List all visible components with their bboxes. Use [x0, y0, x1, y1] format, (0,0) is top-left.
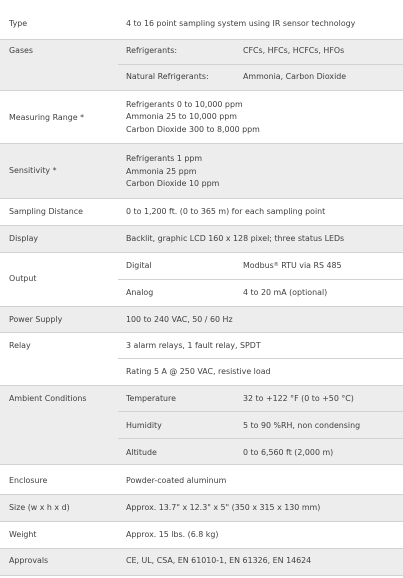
- divider: [0, 90, 403, 91]
- sensitivity-line: Carbon Dioxide 10 ppm: [126, 179, 220, 188]
- divider: [0, 521, 403, 522]
- spec-label-sampling-distance: Sampling Distance: [9, 207, 83, 216]
- divider: [118, 411, 403, 412]
- output-analog-value: 4 to 20 mA (optional): [243, 288, 328, 297]
- spec-label-output: Output: [9, 274, 37, 283]
- spec-label-sensitivity: Sensitivity *: [9, 166, 57, 175]
- sensitivity-line: Refrigerants 1 ppm: [126, 154, 203, 163]
- spec-label-weight: Weight: [9, 530, 37, 539]
- spec-label-power-supply: Power Supply: [9, 315, 63, 324]
- gas-natural-value: Ammonia, Carbon Dioxide: [243, 72, 347, 81]
- divider: [0, 39, 403, 40]
- measuring-range-line: Ammonia 25 to 10,000 ppm: [126, 112, 237, 121]
- spec-label-measuring-range: Measuring Range *: [9, 113, 85, 122]
- divider: [0, 306, 403, 307]
- divider: [0, 575, 403, 576]
- divider: [118, 358, 403, 359]
- spec-label-gases: Gases: [9, 46, 34, 55]
- divider: [0, 225, 403, 226]
- spec-label-ambient: Ambient Conditions: [9, 394, 87, 403]
- divider: [0, 198, 403, 199]
- spec-label-type: Type: [9, 19, 28, 28]
- spec-value-power-supply: 100 to 240 VAC, 50 / 60 Hz: [126, 315, 233, 324]
- spec-value-display: Backlit, graphic LCD 160 x 128 pixel; three status LEDs: [126, 234, 345, 243]
- row-bg-sensitivity: [0, 143, 403, 198]
- sensitivity-line: Ammonia 25 ppm: [126, 167, 197, 176]
- divider: [0, 143, 403, 144]
- output-digital-value: Modbus® RTU via RS 485: [243, 261, 342, 270]
- ambient-temperature-value: 32 to +122 °F (0 to +50 °C): [243, 394, 354, 403]
- measuring-range-line: Carbon Dioxide 300 to 8,000 ppm: [126, 125, 260, 134]
- ambient-humidity-value: 5 to 90 %RH, non condensing: [243, 421, 361, 430]
- divider: [0, 332, 403, 333]
- divider: [118, 279, 403, 280]
- divider: [0, 385, 403, 386]
- ambient-humidity-name: Humidity: [126, 421, 162, 430]
- spec-value-enclosure: Powder-coated aluminum: [126, 476, 227, 485]
- divider: [0, 548, 403, 549]
- spec-label-relay: Relay: [9, 341, 31, 350]
- measuring-range-line: Refrigerants 0 to 10,000 ppm: [126, 100, 243, 109]
- output-digital-name: Digital: [126, 261, 152, 270]
- divider: [118, 64, 403, 65]
- gas-refrigerants-value: CFCs, HFCs, HCFCs, HFOs: [243, 46, 345, 55]
- spec-value-type: 4 to 16 point sampling system using IR sensor technology: [126, 19, 356, 28]
- spec-value-size: Approx. 13.7" x 12.3" x 5" (350 x 315 x 130 mm): [126, 503, 321, 512]
- spec-label-enclosure: Enclosure: [9, 476, 48, 485]
- divider: [118, 438, 403, 439]
- spec-value-relay: 3 alarm relays, 1 fault relay, SPDT: [126, 341, 261, 350]
- ambient-altitude-value: 0 to 6,560 ft (2,000 m): [243, 448, 334, 457]
- spec-value-approvals: CE, UL, CSA, EN 61010-1, EN 61326, EN 14624: [126, 556, 312, 565]
- spec-label-size: Size (w x h x d): [9, 503, 70, 512]
- divider: [0, 252, 403, 253]
- output-analog-name: Analog: [126, 288, 154, 297]
- spec-label-display: Display: [9, 234, 39, 243]
- spec-label-approvals: Approvals: [9, 556, 49, 565]
- ambient-altitude-name: Altitude: [126, 448, 157, 457]
- gas-refrigerants-name: Refrigerants:: [126, 46, 178, 55]
- ambient-temperature-name: Temperature: [126, 394, 176, 403]
- divider: [0, 494, 403, 495]
- gas-natural-name: Natural Refrigerants:: [126, 72, 209, 81]
- spec-value-weight: Approx. 15 lbs. (6.8 kg): [126, 530, 219, 539]
- divider: [0, 464, 403, 465]
- spec-value-relay-rating: Rating 5 A @ 250 VAC, resistive load: [126, 367, 271, 376]
- spec-value-sampling-distance: 0 to 1,200 ft. (0 to 365 m) for each sampling point: [126, 207, 326, 216]
